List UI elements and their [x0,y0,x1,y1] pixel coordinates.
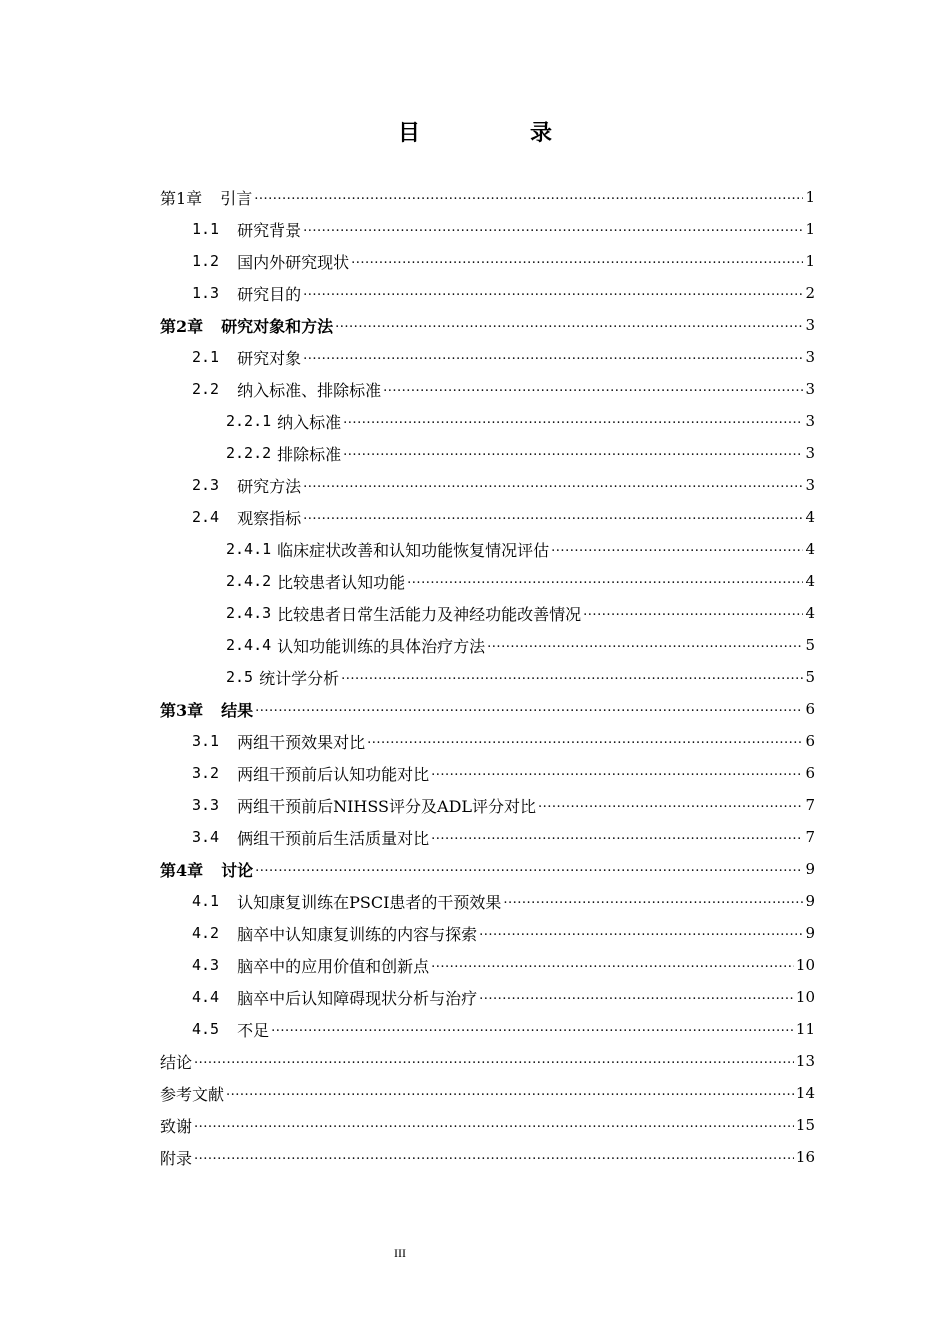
toc-entry-page: 9 [805,924,815,942]
toc-entry[interactable] [160,1077,815,1109]
toc-entry-title: 研究方法 [237,476,302,496]
toc-entry[interactable] [160,341,815,373]
toc-entry-title: 结果 [221,700,254,720]
toc-entry-number: 第3章 [160,700,204,720]
dot-leader [551,540,803,558]
toc-entry[interactable] [160,597,815,629]
toc-entry-page: 16 [795,1148,815,1166]
toc-entry-page: 1 [805,188,815,206]
toc-entry-page: 5 [805,668,815,686]
toc-entry[interactable] [160,949,815,981]
toc-entry-number: 2.1 [192,348,220,366]
toc-entry-number: 2.4 [192,508,220,526]
toc-entry-title: 两组干预前后认知功能对比 [237,764,430,784]
toc-entry-page: 4 [805,508,815,526]
toc-entry-title: 认知功能训练的具体治疗方法 [277,636,486,656]
toc-entry-page: 14 [795,1084,815,1102]
toc-entry-title: 俩组干预前后生活质量对比 [237,828,430,848]
toc-entry-number: 4.4 [192,988,220,1006]
toc-entry[interactable] [160,277,815,309]
toc-entry-title: 讨论 [221,860,254,880]
toc-entry-page: 1 [805,252,815,270]
toc-entry-page: 10 [795,988,815,1006]
toc-entry-page: 4 [805,604,815,622]
dot-leader [479,924,803,942]
toc-entry[interactable] [160,1109,815,1141]
toc-entry-title: 引言 [220,188,253,208]
dot-leader [194,1116,794,1134]
dot-leader [479,988,794,1006]
toc-entry-page: 6 [805,764,815,782]
dot-leader [335,316,803,334]
toc-entry[interactable] [160,1045,815,1077]
toc-entry[interactable] [160,469,815,501]
toc-entry-title: 不足 [237,1020,270,1040]
toc-entry-number: 3.1 [192,732,220,750]
toc-entry-title: 脑卒中的应用价值和创新点 [237,956,430,976]
toc-entry-number: 2.4.2 [226,572,272,590]
dot-leader [255,700,803,718]
toc-entry[interactable] [160,1013,815,1045]
toc-entry-title: 致谢 [160,1116,193,1136]
toc-entry[interactable] [160,693,815,725]
toc-entry-title: 研究对象 [237,348,302,368]
dot-leader [226,1084,794,1102]
dot-leader [303,348,803,366]
toc-entry[interactable] [160,245,815,277]
toc-entry[interactable] [160,501,815,533]
toc-entry-title: 附录 [160,1148,193,1168]
toc-entry-title: 研究背景 [237,220,302,240]
toc-entry[interactable] [160,757,815,789]
toc-entry-number: 4.2 [192,924,220,942]
toc-entry-page: 9 [805,860,815,878]
toc-entry[interactable] [160,565,815,597]
toc-entry[interactable] [160,437,815,469]
toc-entry[interactable] [160,213,815,245]
toc-entry[interactable] [160,373,815,405]
toc-entry-number: 2.4.3 [226,604,272,622]
toc-entry-number: 4.5 [192,1020,220,1038]
dot-leader [351,252,803,270]
toc-entry-page: 3 [805,476,815,494]
toc-entry-number: 2.4.4 [226,636,272,654]
toc-entry-number: 3.4 [192,828,220,846]
toc-entry[interactable] [160,181,815,213]
toc-entry-number: 2.3 [192,476,220,494]
dot-leader [503,892,803,910]
dot-leader [341,668,803,686]
dot-leader [431,828,803,846]
toc-entry-page: 1 [805,220,815,238]
toc-entry-number: 1.1 [192,220,220,238]
dot-leader [407,572,803,590]
toc-entry-title: 研究对象和方法 [221,316,334,336]
dot-leader [431,956,794,974]
toc-entry-title: 参考文献 [160,1084,225,1104]
toc-entry-page: 7 [805,828,815,846]
toc-entry-number: 第1章 [160,188,203,208]
toc-entry-title: 结论 [160,1052,193,1072]
toc-entry-title: 两组干预效果对比 [237,732,366,752]
toc-entry-page: 6 [805,732,815,750]
toc-entry[interactable] [160,309,815,341]
toc-title: 目 录 [397,121,596,146]
dot-leader [343,444,803,462]
toc-entry[interactable] [160,789,815,821]
toc-entry[interactable] [160,853,815,885]
toc-entry-number: 1.2 [192,252,220,270]
dot-leader [303,508,803,526]
dot-leader [487,636,803,654]
dot-leader [303,284,803,302]
toc-entry[interactable] [160,821,815,853]
toc-entry-page: 11 [795,1020,815,1038]
toc-entry[interactable] [160,405,815,437]
toc-entry-page: 13 [795,1052,815,1070]
dot-leader [431,764,803,782]
dot-leader [343,412,803,430]
dot-leader [303,476,803,494]
toc-entry[interactable] [160,981,815,1013]
toc-entry-title: 纳入标准 [277,412,342,432]
toc-entry-title: 两组干预前后NIHSS评分及ADL评分对比 [237,796,537,816]
toc-entry-title: 脑卒中后认知障碍现状分析与治疗 [237,988,478,1008]
toc-entry-title: 观察指标 [237,508,302,528]
dot-leader [367,732,803,750]
toc-entry-page: 7 [805,796,815,814]
toc-entry-page: 9 [805,892,815,910]
toc-entry-number: 第2章 [160,316,204,336]
toc-entry[interactable] [160,725,815,757]
toc-entry-title: 比较患者日常生活能力及神经功能改善情况 [277,604,582,624]
dot-leader [194,1052,794,1070]
toc-entry[interactable] [160,629,815,661]
toc-entry-number: 3.3 [192,796,220,814]
toc-entry-number: 3.2 [192,764,220,782]
dot-leader [194,1148,794,1166]
toc-entry-page: 4 [805,572,815,590]
toc-entry-page: 3 [805,316,815,334]
toc-entry-number: 2.2 [192,380,220,398]
toc-entry-number: 4.1 [192,892,220,910]
toc-entry-page: 3 [805,412,815,430]
toc-entry-page: 3 [805,380,815,398]
toc-entry-title: 临床症状改善和认知功能恢复情况评估 [277,540,550,560]
toc-entry[interactable] [160,1141,815,1173]
toc-entry[interactable] [160,661,815,693]
dot-leader [303,220,803,238]
dot-leader [255,860,803,878]
toc-entry-title: 比较患者认知功能 [277,572,406,592]
toc-entry[interactable] [160,885,815,917]
toc-entry-title: 脑卒中认知康复训练的内容与探索 [237,924,478,944]
toc-entry-number: 1.3 [192,284,220,302]
toc-entry-title: 国内外研究现状 [237,252,350,272]
dot-leader [538,796,803,814]
dot-leader [254,188,803,206]
toc-entry-number: 2.2.2 [226,444,272,462]
toc-entry-number: 第4章 [160,860,204,880]
dot-leader [383,380,803,398]
toc-entry-page: 3 [805,348,815,366]
dot-leader [271,1020,794,1038]
toc-entry-title: 统计学分析 [259,668,340,688]
toc-entry-number: 2.2.1 [226,412,272,430]
toc-entry-page: 6 [805,700,815,718]
toc-entry-page: 15 [795,1116,815,1134]
toc-entry-page: 5 [805,636,815,654]
toc-entry-page: 10 [795,956,815,974]
toc-entry-page: 2 [805,284,815,302]
toc-entry-number: 2.5 [226,668,254,686]
toc-entry[interactable] [160,533,815,565]
toc-entry-number: 4.3 [192,956,220,974]
page-number-footer: III [394,1246,406,1260]
toc-entry-page: 3 [805,444,815,462]
toc-entry[interactable] [160,917,815,949]
toc-entry-title: 认知康复训练在PSCI患者的干预效果 [237,892,502,912]
dot-leader [583,604,803,622]
table-of-contents [160,181,815,1173]
toc-entry-number: 2.4.1 [226,540,272,558]
toc-entry-title: 排除标准 [277,444,342,464]
toc-entry-title: 研究目的 [237,284,302,304]
toc-entry-title: 纳入标准、排除标准 [237,380,382,400]
toc-entry-page: 4 [805,540,815,558]
